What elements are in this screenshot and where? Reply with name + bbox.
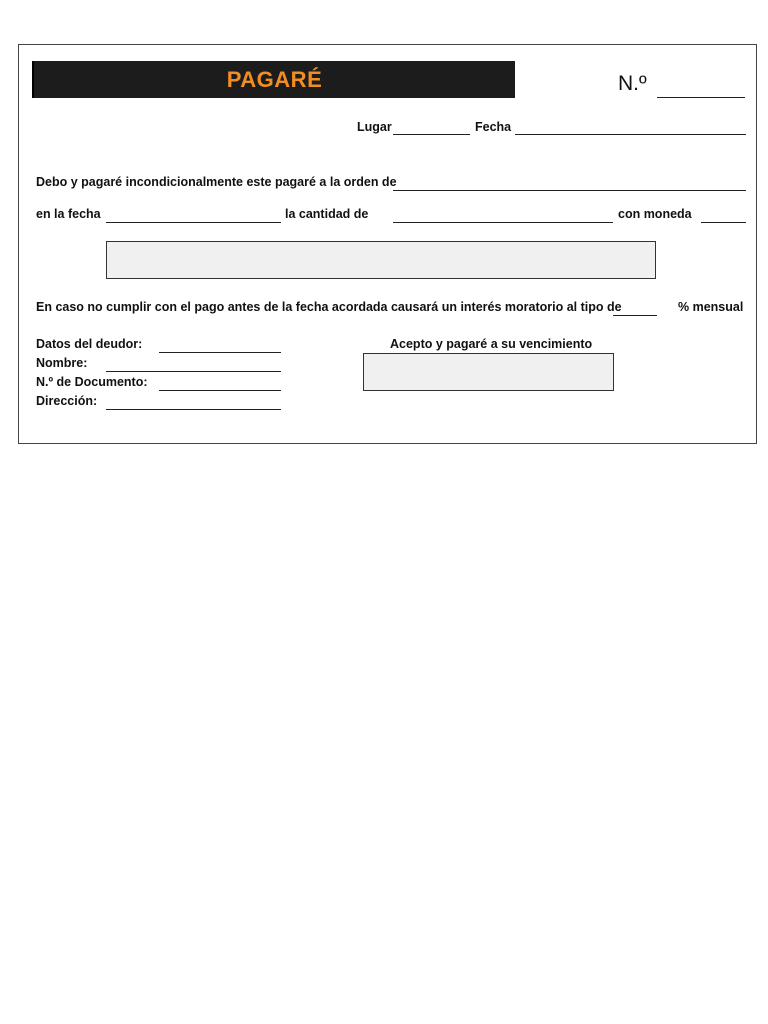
amount-field[interactable] [393,222,613,223]
date-label: en la fecha [36,207,101,221]
document-label: N.º de Documento: [36,375,148,389]
currency-field[interactable] [701,222,746,223]
fecha-label: Fecha [475,120,512,134]
interest-text: En caso no cumplir con el pago antes de la fecha acordada causará un interés moratorio al tipo de [36,300,622,314]
document-field[interactable] [159,390,281,391]
accept-text: Acepto y pagaré a su vencimiento [390,337,593,351]
amount-label: la cantidad de [285,207,369,221]
signature-box[interactable] [363,353,614,391]
currency-label: con moneda [618,207,692,221]
form-title: PAGARÉ [226,66,323,92]
lugar-field[interactable] [393,134,470,135]
payee-field[interactable] [393,190,746,191]
monthly-label: % mensual [678,300,744,314]
name-field[interactable] [106,371,281,372]
debtor-field[interactable] [159,352,281,353]
debtor-heading: Datos del deudor: [36,337,143,351]
interest-rate-field[interactable] [613,315,657,316]
number-label: N.º [618,72,647,95]
address-label: Dirección: [36,394,98,408]
title-bar [32,61,515,98]
name-label: Nombre: [36,356,88,370]
promissory-note-form [18,44,757,444]
address-field[interactable] [106,409,281,410]
lugar-label: Lugar [357,120,392,134]
fecha-field[interactable] [515,134,746,135]
order-text: Debo y pagaré incondicionalmente este pagaré a la orden de [36,175,397,189]
amount-in-words-box[interactable] [106,241,656,279]
number-field[interactable] [657,97,745,98]
due-date-field[interactable] [106,222,281,223]
